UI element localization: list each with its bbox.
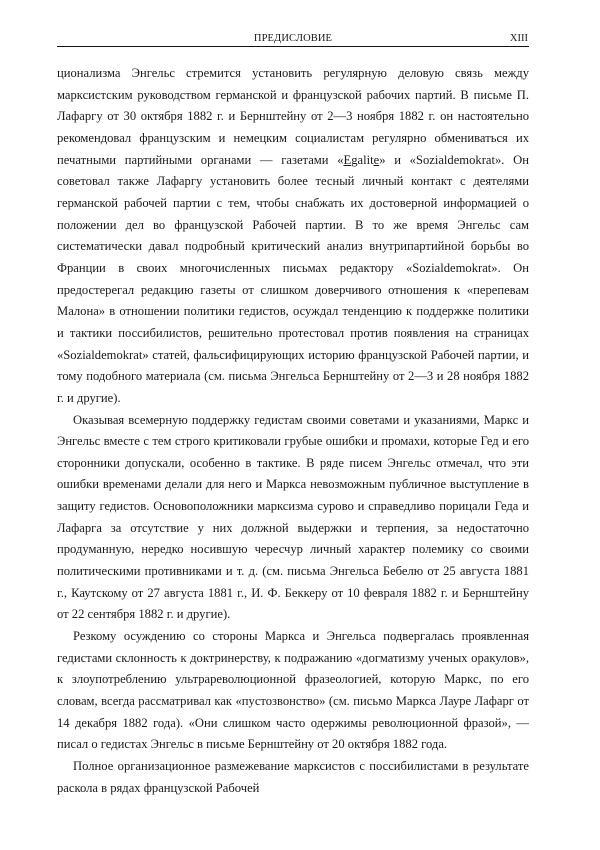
paragraph-2: Оказывая всемерную поддержку гедистам своими советами и указаниями, Маркс и Энгельс вместе с тем строго критиковали грубые ошибки и промахи, которые Гед и его сторонники допускали, особенно в тактике. В ряде писем Энгельс отмечал, что эти ошибки временами делали для него и Маркса невозможным публичное выступление в защиту гедистов. Основоположники марксизма сурово и справедливо порицали Геда и Лафарга за отсутствие у них должной выдержки и терпения, за недостаточно продуманную, нередко носившую чересчур личный характер полемику со своими политическими противниками и т. д. (см. письма Энгельса Бебелю от 25 августа 1881 г., Каутскому от 27 августа 1881 г., И. Ф. Беккеру от 10 февраля 1882 г. и Бернштейну от 22 сентября 1882 г. и другие). [57, 412, 529, 622]
running-title: ПРЕДИСЛОВИЕ [253, 33, 333, 44]
page-number: XIII [509, 33, 528, 44]
egalite-mid: galit [351, 152, 374, 167]
paragraph-1-text-b: » и «Sozialdemokrat». Он советовал также Лафаргу установить более тесный личный контакт с деятелями германской рабочей партии с тем, чтобы снабжать их достоверной информацией о положении дел во французской Рабочей партии. В то же время Энгельс сам систематически давал подробный критический анализ внутрипартийной борьбы во Франции в своих многочисленных письмах редактору «Sozialdemokrat». Он предостерегал редакцию газеты от слишком доверчивого отношения к «перепевам Малона» в отношении политики гедистов, осуждал тенденцию к поддержке политики и тактики поссибилистов, решительно протестовал против появления на страницах «Sozialdemokrat» статей, фальсифицирующих историю французской Рабочей партии, и тому подобного материала (см. письма Энгельса Бернштейну от 2—3 и 28 ноября 1882 г. и другие). [57, 152, 529, 405]
paragraph-1-text-a: ционализма Энгельс стремится установить регулярную деловую связь между марксистским руководством германской и французской рабочих партий. В письме П. Лафаргу от 30 октября 1882 г. и Бернштейну от 2—3 ноября 1882 г. он настоятельно рекомендовал французским и немецким социалистам регулярно обмениваться их печатными партийными органами — газетами « [57, 66, 529, 167]
page-header [57, 33, 529, 47]
egalite-underlined-final-e: e [373, 152, 380, 167]
body-text [57, 63, 529, 799]
egalite-underlined-e: E [343, 152, 352, 167]
paragraph-1 [57, 63, 529, 410]
paragraph-3: Резкому осуждению со стороны Маркса и Энгельса подвергалась проявленная гедистами склонность к доктринерству, к подражанию «догматизму ученых оракулов», к злоупотреблению ультрареволюционной фразеологией, которую Маркс, по его словам, всегда рассматривал как «пустозвонство» (см. письмо Маркса Лауре Лафарг от 14 декабря 1882 года). «Они слишком часто одержимы революционной фразой», — писал о гедистах Энгельс в письме Бернштейну от 20 октября 1882 года. [57, 629, 529, 752]
paragraph-4: Полное организационное размежевание марксистов с поссибилистами в результате раскола в рядах французской Рабочей [57, 759, 529, 795]
